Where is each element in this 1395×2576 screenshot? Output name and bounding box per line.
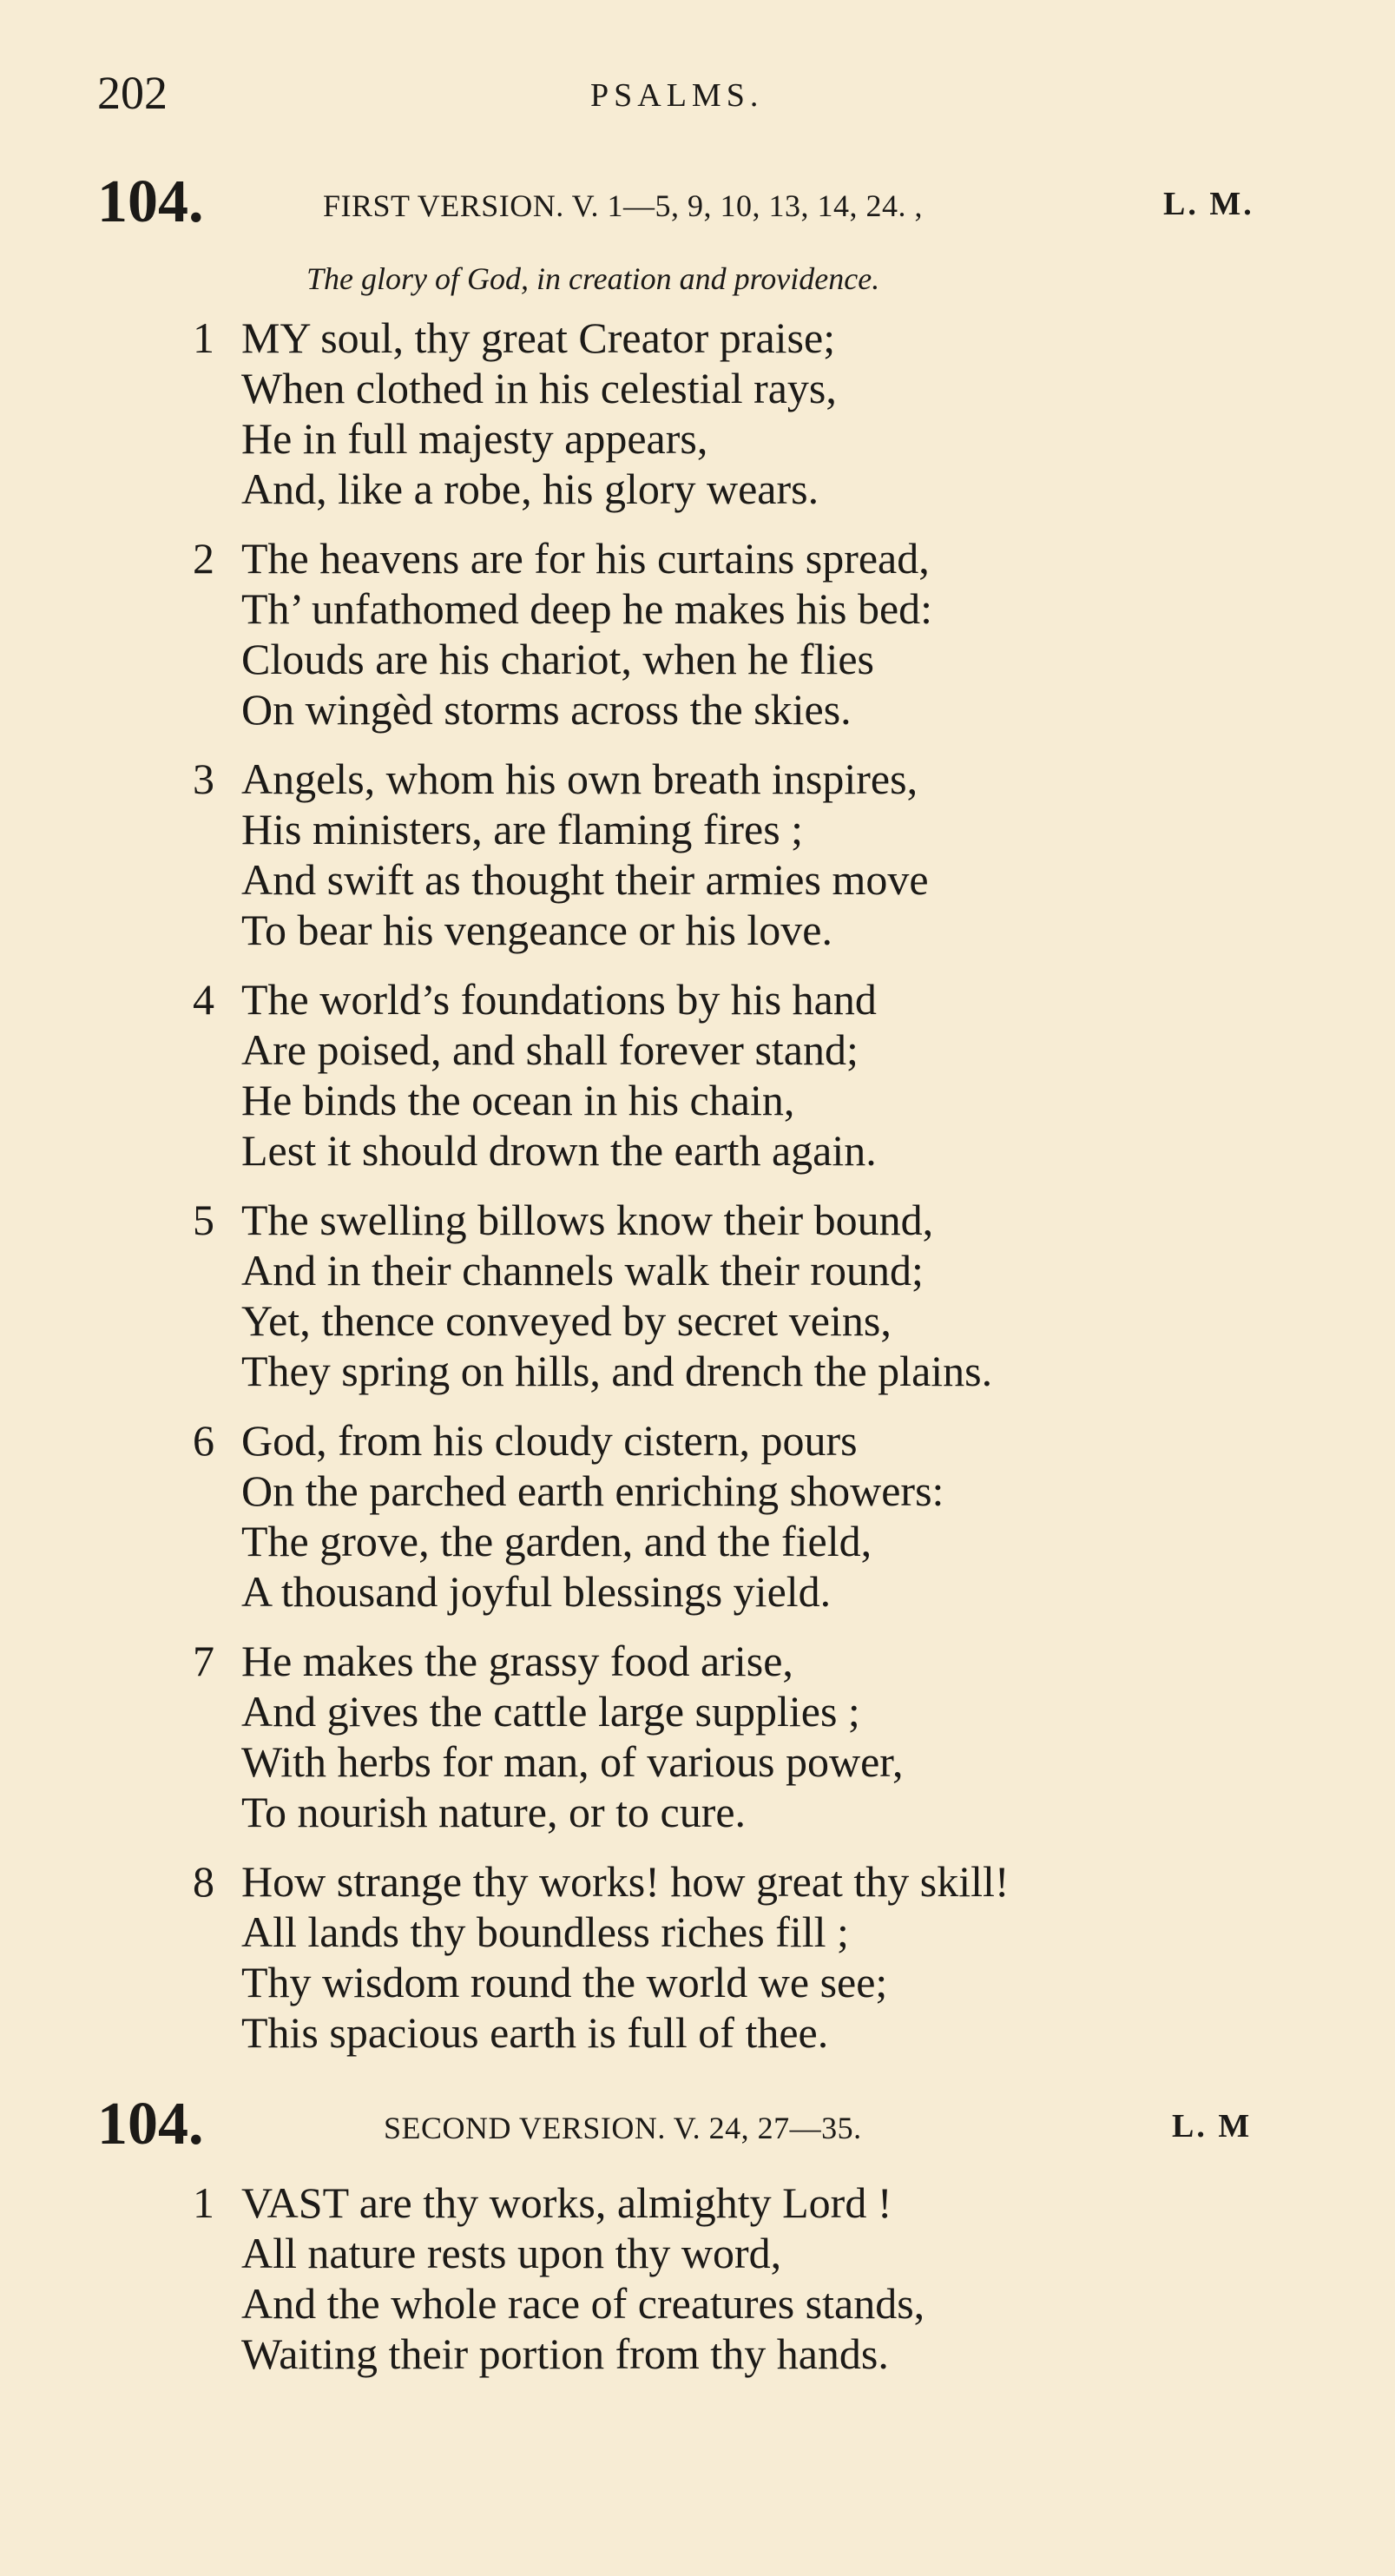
meter-label: L. M.: [1163, 186, 1254, 222]
verse-line: God, from his cloudy cistern, pours: [241, 1416, 858, 1465]
verse-line: Th’ unfathomed deep he makes his bed:: [241, 584, 933, 633]
verse-line: The world’s foundations by his hand: [241, 975, 877, 1024]
meter-label: L. M: [1172, 2108, 1253, 2144]
running-head: [0, 63, 1395, 123]
verse-line: He makes the grassy food arise,: [241, 1637, 793, 1685]
verse-line: To bear his vengeance or his love.: [241, 906, 832, 954]
verse-line: VAST are thy works, almighty Lord !: [241, 2178, 892, 2227]
stanza-number: 5: [193, 1196, 214, 1244]
verse-line: Waiting their portion from thy hands.: [241, 2329, 889, 2378]
stanza-number: 8: [193, 1857, 214, 1906]
stanza-number: 2: [193, 534, 214, 583]
verse-line: When clothed in his celestial rays,: [241, 364, 837, 412]
verse-line: Lest it should drown the earth again.: [241, 1126, 877, 1175]
verse-line: The heavens are for his curtains spread,: [241, 534, 930, 583]
verse-line: He in full majesty appears,: [241, 414, 708, 463]
verse-line: With herbs for man, of various power,: [241, 1737, 904, 1786]
verse-line: The grove, the garden, and the field,: [241, 1517, 872, 1565]
hymn-subtitle: The glory of God, in creation and providence.: [306, 261, 880, 296]
verse-line: To nourish nature, or to cure.: [241, 1788, 747, 1836]
page-number: 202: [97, 67, 168, 119]
stanza-number: 7: [193, 1637, 214, 1685]
hymn-header-first-version: [0, 168, 1395, 235]
stanza-number: 1: [193, 313, 214, 362]
version-label: SECOND VERSION. V. 24, 27—35.: [384, 2111, 862, 2145]
stanza-number: 6: [193, 1416, 214, 1465]
verse-line: All nature rests upon thy word,: [241, 2229, 782, 2277]
verse-line: And swift as thought their armies move: [241, 855, 929, 904]
stanza-number: 1: [193, 2178, 214, 2227]
verse-line: He binds the ocean in his chain,: [241, 1076, 795, 1124]
stanza-number: 3: [193, 754, 214, 803]
verse-line: Are poised, and shall forever stand;: [241, 1025, 859, 1074]
verse-line: And the whole race of creatures stands,: [241, 2279, 925, 2328]
verse-line: Clouds are his chariot, when he flies: [241, 635, 874, 683]
verse-line: The swelling billows know their bound,: [241, 1196, 934, 1244]
verse-line: They spring on hills, and drench the plains.: [241, 1347, 993, 1395]
verse-line: On wingèd storms across the skies.: [241, 685, 852, 734]
verse-line: All lands thy boundless riches fill ;: [241, 1907, 849, 1956]
verse-line: On the parched earth enriching showers:: [241, 1466, 944, 1515]
version-label: FIRST VERSION. V. 1—5, 9, 10, 13, 14, 24. ,: [323, 188, 923, 223]
verse-line: His ministers, are flaming fires ;: [241, 805, 804, 853]
hymn-number: 104.: [97, 2091, 204, 2158]
verse-line: Yet, thence conveyed by secret veins,: [241, 1296, 892, 1345]
verse-line: This spacious earth is full of thee.: [241, 2008, 829, 2057]
running-title: PSALMS.: [590, 77, 764, 114]
verse-line: And in their channels walk their round;: [241, 1246, 924, 1295]
stanza-number: 4: [193, 975, 214, 1024]
verse-line: How strange thy works! how great thy skill!: [241, 1857, 1010, 1906]
verse-line: And gives the cattle large supplies ;: [241, 1687, 860, 1736]
verse-line: MY soul, thy great Creator praise;: [241, 313, 836, 362]
hymn-header-second-version: [0, 2091, 1395, 2158]
verse-line: A thousand joyful blessings yield.: [241, 1567, 832, 1616]
hymn-number: 104.: [97, 168, 204, 235]
verse-line: And, like a robe, his glory wears.: [241, 464, 819, 513]
verse-line: Thy wisdom round the world we see;: [241, 1958, 888, 2006]
verse-line: Angels, whom his own breath inspires,: [241, 754, 918, 803]
